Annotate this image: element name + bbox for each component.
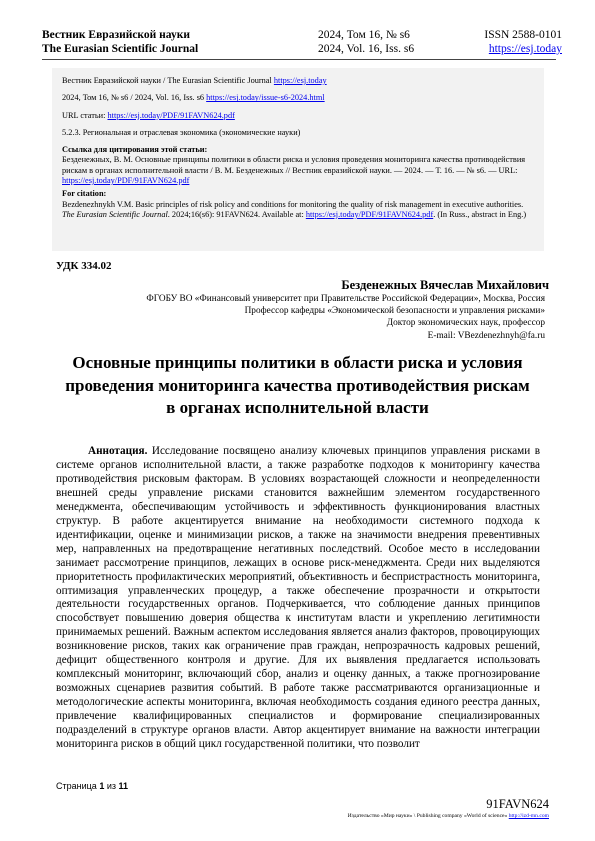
citation-box [52,68,544,251]
journal-line: Вестник Евразийской науки / The Eurasian Scientific Journal https://esj.today [62,76,327,85]
issue-ru: 2024, Том 16, № s6 [318,29,410,41]
journal-site-link[interactable]: https://esj.today [488,43,562,55]
citation-en-heading: For citation: [62,189,107,199]
issn: ISSN 2588-0101 [484,29,562,41]
citation-ru-link[interactable]: https://esj.today/PDF/91FAVN624.pdf [62,176,190,186]
udc-code: УДК 334.02 [56,260,112,272]
journal-name-en: The Eurasian Scientific Journal [42,43,199,55]
page-total: 11 [118,781,129,791]
journal-link[interactable]: https://esj.today [273,76,327,85]
header-divider [42,59,556,60]
author-block [89,277,549,342]
author-degree: Доктор экономических наук, профессор [386,318,545,329]
abstract [56,445,540,752]
citation-en-link[interactable]: https://esj.today/PDF/91FAVN624.pdf [305,209,434,219]
issue-en: 2024, Vol. 16, Iss. s6 [318,43,415,55]
author-email: E-mail: VBezdenezhnyh@fa.ru [427,330,545,341]
issue-line: 2024, Том 16, № s6 / 2024, Vol. 16, Iss. s6 https://esj.today/issue-s6-2024.html [62,93,325,103]
citation-en-journal: The Eurasian Scientific Journal [62,209,168,219]
page-number: Страница 1 из 11 [56,781,129,791]
journal-name-ru: Вестник Евразийской науки [42,29,190,41]
author-name: Безденежных Вячеслав Михайлович [341,278,549,292]
running-header [42,28,562,56]
abstract-label: Аннотация. [88,445,148,457]
article-title: Основные принципы политики в области риска и условия проведения мониторинга качества противодействия рискам в органах исполнительной власти [65,353,530,417]
article-pdf-link[interactable]: https://esj.today/PDF/91FAVN624.pdf [107,110,235,120]
publisher-link[interactable]: http://izd-mn.com [508,813,549,819]
author-affiliation: ФГОБУ ВО «Финансовый университет при Правительстве Российской Федерации», Москва, Россия [146,294,545,304]
page-current: 1 [99,781,105,791]
citation-ru-text: Безденежных, В. М. Основные принципы политики в области риска и условия проведения мониторинга качества противодействия рискам в органах исполнительной власти / В. М. Безденежных // Вестник евразийской науки. — 2024. — Т. 16. — № s6. — URL: [62,155,526,175]
citation-ru-heading: Ссылка для цитирования этой статьи: [62,145,208,155]
issue-link[interactable]: https://esj.today/issue-s6-2024.html [206,93,325,103]
citation-en: For citation: Bezdenezhnykh V.M. Basic principles of risk policy and conditions for monitoring the quality of risk management in executive authorities. The Eurasian Scientific Journal. 2024;16(s6): 91FAVN624. Available at: https://esj.today/PDF/91FAVN624.pdf. (In Russ., abstract in Eng.) [62,189,527,219]
specialty-line: 5.2.3. Региональная и отраслевая экономика (экономические науки) [62,127,301,137]
author-position: Профессор кафедры «Экономической безопасности и управления рисками» [244,306,545,317]
abstract-text: Исследование посвящено анализу ключевых принципов управления рисками в системе органов исполнительной власти, а также разработке подходов к мониторингу качества противодействия рисковым факторам. В условиях возрастающей сложности и неопределенности внешней среды управление рисками становится важнейшим элементом государственного менеджмента, обеспечивающим устойчивость и эффективность функционирования властных структур. В работе акцентируется внимание на необходимости системного подхода к идентификации, оценке и минимизации рисков, а также на значимости внедрения превентивных мер, направленных на предотвращение негативных последствий. Особое место в исследовании занимает рассмотрение принципов, лежащих в основе риск-менеджмента. Среди них выделяются приоритетность профилактических мероприятий, объективность и беспристрастность мониторинга, оптимизация управленческих процедур, а также обеспечение прозрачности и открытости деятельности государственных органов. Подчеркивается, что соблюдение данных принципов способствует повышению доверия общества к институтам власти и укреплению легитимности принимаемых решений. Важным аспектом исследования является анализ факторов, провоцирующих возникновение рисков, таких как ограничение прав граждан, непрозрачность кадровых решений, дефицит общественного контроля и другие. Для их выявления предлагается использовать комплексный мониторинг, включающий сбор, анализ и оценку данных, а также прогнозирование возможных сценариев развития событий. В работе также рассматриваются организационные и методологические аспекты мониторинга, включая необходимость создания единого реестра данных, привлечение квалифицированных специалистов и формирование специализированных подразделений в структуре органов власти. Автор акцентирует внимание на важности интеграции мониторинга рисков в общий цикл государственной политики, что позволит [56,445,541,751]
citation-ru [62,145,536,186]
publisher-line: Издательство «Мир науки» \ Publishing company «World of science» http://izd-mn.com [347,813,549,819]
article-code: 91FAVN624 [486,797,549,811]
article-url-line: URL статьи: https://esj.today/PDF/91FAVN624.pdf [62,110,235,120]
